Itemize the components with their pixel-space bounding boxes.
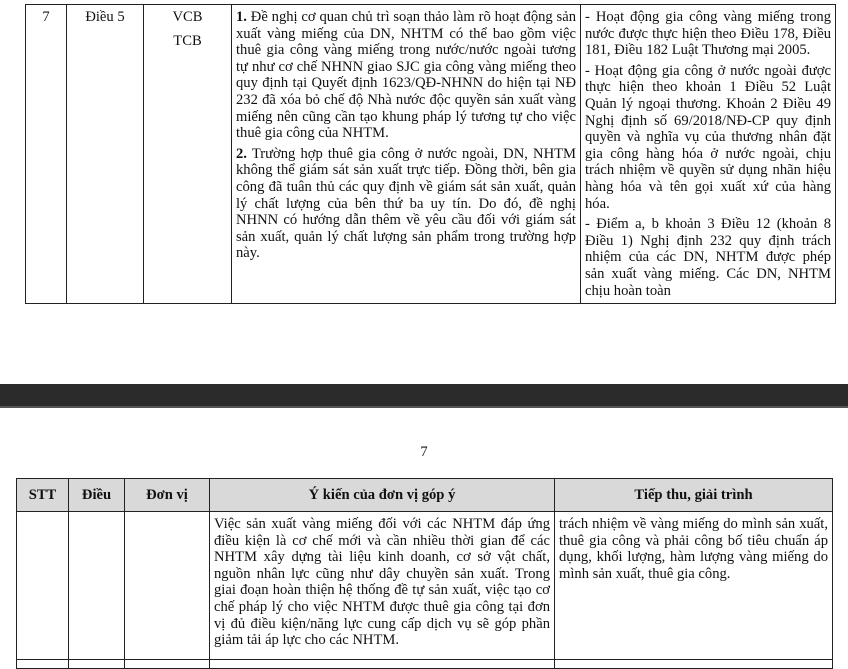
comment-number: 1. [236,9,247,25]
comment-paragraph [236,9,576,142]
table-cell [555,660,833,669]
response-paragraph: - Hoạt động gia công vàng miếng trong nước được thực hiện theo Điều 178, Điều 181, Điều 182 Luật Thương mại 2005. [585,9,831,59]
comment-text: Đề nghị cơ quan chủ trì soạn thảo làm rõ hoạt động sản xuất vàng miếng của DN, NHTM có thể bao gồm việc thuê gia công vàng miếng trong nước/nước ngoài tương tự như cơ chế NHNN giao SJC gia công vàng miếng theo quy định tại Quyết định 1623/QĐ-NHNN do hiện tại NĐ 232 đã xóa bỏ chế độ Nhà nước độc quyền sản xuất vàng miếng nên cũng cần tạo khung pháp lý tương tự cho việc thuê gia công của NHTM. [236,9,577,142]
comment-cell [232,5,581,304]
unit-cell [144,5,232,304]
comment-table [16,478,833,669]
comment-paragraph [236,146,576,262]
response-cell: trách nhiệm về vàng miếng do mình sản xuất, thuê gia công và phải công bố tiêu chuẩn áp dụng, khối lượng, hàm lượng vàng miếng do mình sản xuất, thuê gia công. [555,512,833,660]
unit-name: VCB [172,9,203,25]
comment-table-continued [25,4,836,304]
table-cell [69,660,125,669]
page-separator [0,384,848,408]
page-number: 7 [420,444,428,460]
column-header-unit: Đơn vị [125,479,210,512]
table-cell [17,660,69,669]
table-header-row [17,479,833,512]
column-header-response: Tiếp thu, giải trình [555,479,833,512]
article-cell [69,512,125,660]
unit-cell [125,512,210,660]
article-cell: Điều 5 [67,5,144,304]
table-cell [210,660,555,669]
column-header-comment: Ý kiến của đơn vị góp ý [210,479,555,512]
stt-cell [17,512,69,660]
table-row [26,5,836,304]
comment-number: 2. [236,145,247,162]
response-paragraph: - Điểm a, b khoản 3 Điều 12 (khoản 8 Điều 1) Nghị định 232 quy định trách nhiệm của các DN, NHTM được phép sản xuất vàng miếng. Các DN, NHTM chịu hoàn toàn [585,216,831,299]
column-header-article: Điều [69,479,125,512]
comment-cell: Việc sản xuất vàng miếng đối với các NHTM đáp ứng điều kiện là cơ chế mới và cần nhiều thời gian để các NHTM xây dựng tài liệu kinh doanh, cơ sở vật chất, nguồn nhân lực cũng như dây chuyền sản xuất. Trong giai đoạn hoàn thiện hệ thống đề tự sản xuất, việc tạo cơ chế pháp lý cho việc NHTM được thuê gia công tại đơn vị đủ điều kiện/năng lực cung cấp dịch vụ sẽ góp phần giảm tải áp lực cho các NHTM. [210,512,555,660]
column-header-stt: STT [17,479,69,512]
response-paragraph: - Hoạt động gia công ở nước ngoài được thực hiện theo khoản 1 Điều 52 Luật Quản lý ngoại thương. Khoản 2 Điều 49 Nghị định số 69/2018/NĐ-CP quy định quyền và nghĩa vụ của thương nhân đặt gia công hàng hóa ở nước ngoài, chịu trách nhiệm về quyền sử dụng nhãn hiệu hàng hóa và tên gọi xuất xứ của hàng hóa. [585,62,831,212]
table-row [17,512,833,660]
comment-text: Trường hợp thuê gia công ở nước ngoài, DN, NHTM không thể giám sát sản xuất trực tiếp. Đồng thời, bên gia công đã tuân thủ các quy định về giám sát sản xuất, quản lý chất lượng của bên thứ ba uy tín. Do đó, đề nghị NHNN có hướng dẫn thêm về yêu cầu đối với giám sát sản xuất, quản lý chất lượng sản phẩm trong trường hợp này. [236,145,576,262]
table-row [17,660,833,669]
unit-name: TCB [173,32,202,49]
table-cell [125,660,210,669]
stt-cell: 7 [26,5,67,304]
response-cell [581,5,836,304]
